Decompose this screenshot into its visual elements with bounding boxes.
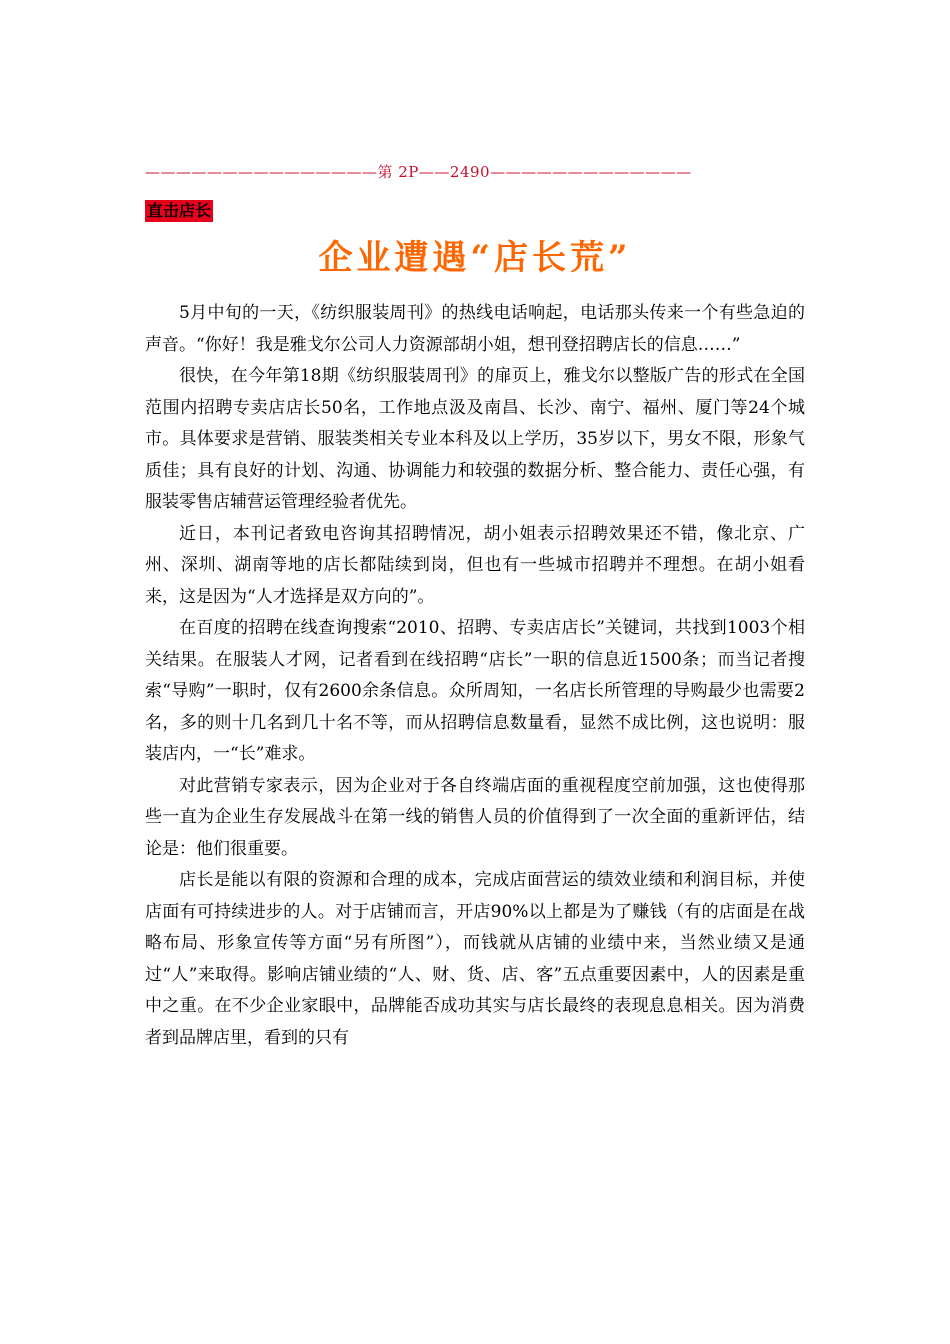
article-paragraph: 在百度的招聘在线查询搜索“2010、招聘、专卖店店长”关键词，共找到1003个相关结果。在服装人才网，记者看到在线招聘“店长”一职的信息近1500条；而当记者搜索“导购”一职时，仅有2600余条信息。众所周知，一名店长所管理的导购最少也需要2名，多的则十几名到几十名不等，而从招聘信息数量看，显然不成比例，这也说明：服装店内，一“长”难求。 bbox=[145, 618, 805, 764]
article-headline: 企业遭遇“店长荒” bbox=[318, 238, 632, 278]
article-paragraph: 店长是能以有限的资源和合理的成本，完成店面营运的绩效业绩和利润目标，并使店面有可持续进步的人。对于店铺而言，开店90%以上都是为了赚钱（有的店面是在战略布局、形象宣传等方面“另有所图”），而钱就从店铺的业绩中来，当然业绩又是通过“人”来取得。影响店铺业绩的“人、财、货、店、客”五点重要因素中，人的因素是重中之重。在不少企业家眼中，品牌能否成功其实与店长最终的表现息息相关。因为消费者到品牌店里，看到的只有 bbox=[145, 870, 805, 1048]
page-marker: ———————————————第 2P——2490————————————— bbox=[145, 163, 692, 181]
article-paragraph: 近日，本刊记者致电咨询其招聘情况，胡小姐表示招聘效果还不错，像北京、广州、深圳、湖南等地的店长都陆续到岗，但也有一些城市招聘并不理想。在胡小姐看来，这是因为“人才选择是双方向的”。 bbox=[145, 523, 805, 607]
article-paragraph: 很快，在今年第18期《纺织服装周刊》的扉页上，雅戈尔以整版广告的形式在全国范围内招聘专卖店店长50名，工作地点汲及南昌、长沙、南宁、福州、厦门等24个城市。具体要求是营销、服装类相关专业本科及以上学历，35岁以下，男女不限，形象气质佳；具有良好的计划、沟通、协调能力和较强的数据分析、整合能力、责任心强，有服装零售店辅营运管理经验者优先。 bbox=[145, 366, 805, 512]
article-paragraph: 对此营销专家表示，因为企业对于各自终端店面的重视程度空前加强，这也使得那些一直为企业生存发展战斗在第一线的销售人员的价值得到了一次全面的重新评估，结论是：他们很重要。 bbox=[145, 775, 805, 859]
article-body bbox=[145, 298, 805, 1054]
article-paragraph: 5月中旬的一天，《纺织服装周刊》的热线电话响起，电话那头传来一个有些急迫的声音。“你好！我是雅戈尔公司人力资源部胡小姐，想刊登招聘店长的信息……” bbox=[145, 303, 805, 355]
section-tag: 直击店长 bbox=[147, 201, 212, 220]
